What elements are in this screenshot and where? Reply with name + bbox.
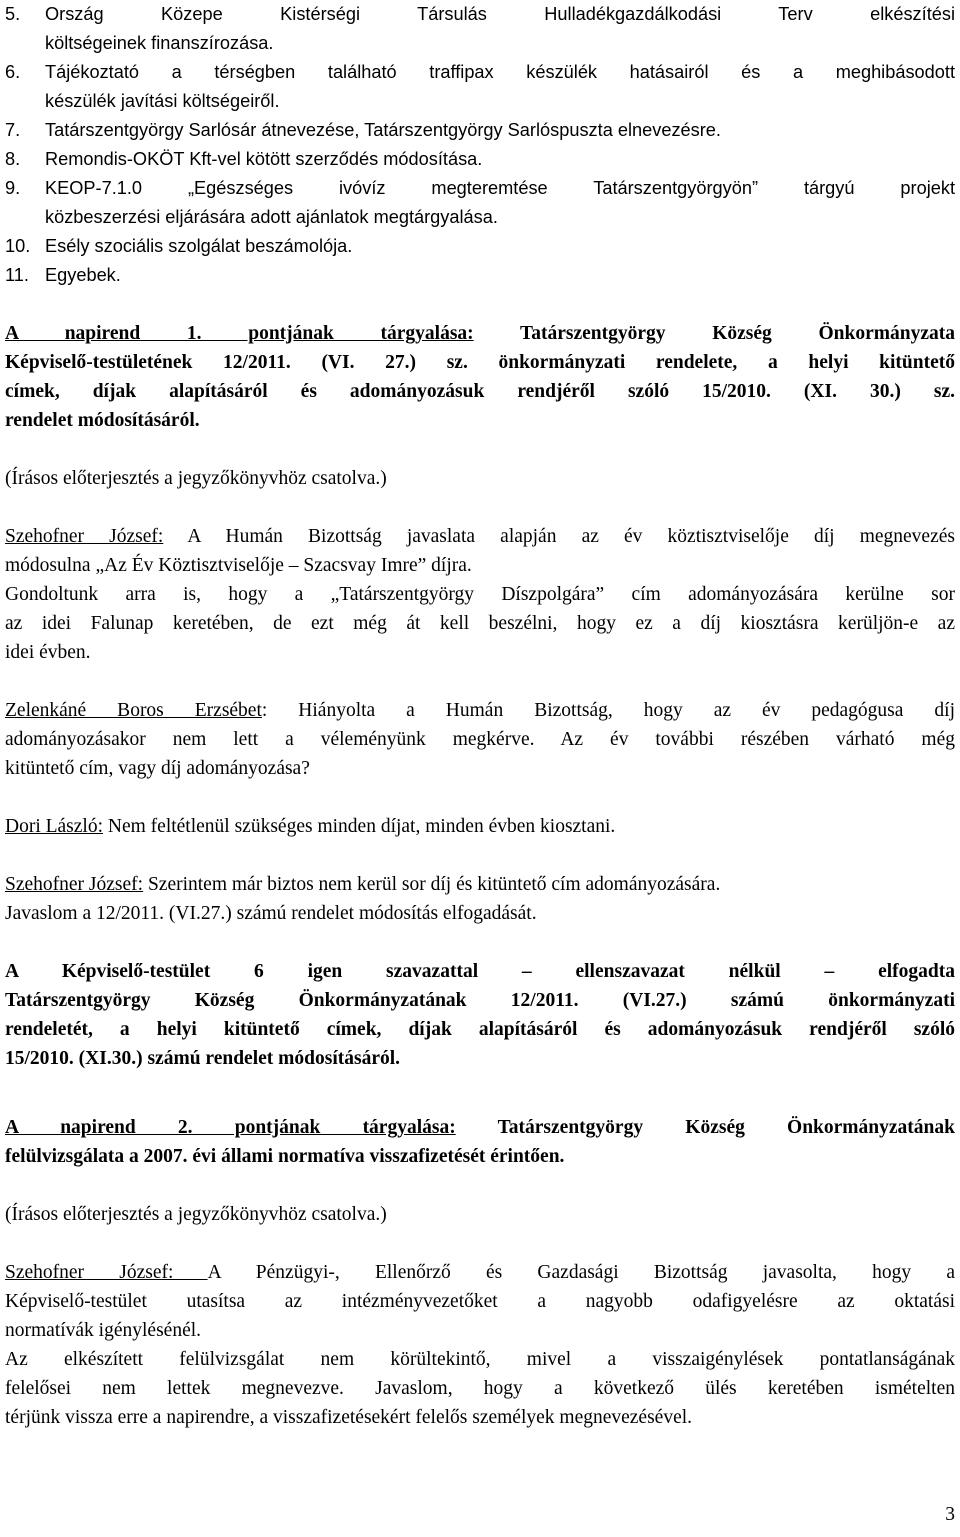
agenda-item-6 bbox=[5, 58, 955, 116]
agenda-text: költségeinek finanszírozása. bbox=[45, 33, 274, 53]
agenda-text: KEOP-7.1.0 „Egészséges ivóvíz megteremtése Tatárszentgyörgyön” tárgyú projekt bbox=[45, 178, 955, 198]
agenda-item-5 bbox=[5, 0, 955, 58]
speaker-name: Szehofner József: bbox=[5, 874, 144, 895]
item2-heading: A napirend 2. pontjának tárgyalása: Tatárszentgyörgy Község Önkormányzatának felülvizsgálata a 2007. évi állami normatíva visszafizetését érintően. bbox=[5, 1117, 955, 1167]
agenda-number: 9. bbox=[5, 178, 21, 198]
decision-item1: A Képviselő-testület 6 igen szavazattal – ellenszavazat nélkül – elfogadta Tatárszentgyörgy Község Önkormányzatának 12/2011. (VI.27.) számú önkormányzati rendeletét, a helyi kitüntető címek, díjak alapításáról és adományozásuk rendjéről szóló 15/2010. (XI.30.) számú rendelet módosításáról. bbox=[5, 961, 955, 1069]
item2-heading-label: A napirend 2. pontjának tárgyalása: bbox=[5, 1117, 456, 1138]
speech-szehofner-1: Szehofner József: A Humán Bizottság javaslata alapján az év köztisztviselője díj megnevezés módosulna „Az Év Köztisztviselője – Szacsvay Imre” díjra. Gondoltunk arra is, hogy a „Tatárszentgyörgy Díszpolgára” cím adományozására kerülne sor az idei Falunap keretében, de ezt még át kell beszélni, hogy ez a díj kiosztásra kerüljön-e az idei évben. bbox=[5, 526, 955, 663]
speech-szehofner-2: Szehofner József: Szerintem már biztos nem kerül sor díj és kitüntető cím adományozására. Javaslom a 12/2011. (VI.27.) számú rendelet módosítás elfogadását. bbox=[5, 874, 721, 924]
agenda-item-10 bbox=[5, 232, 955, 261]
item1-heading: A napirend 1. pontjának tárgyalása: Tatárszentgyörgy Község Önkormányzata Képviselő-testületének 12/2011. (VI. 27.) sz. önkormányzati rendelete, a helyi kitüntető címek, díjak alapításáról és adományozásuk rendjéről szóló 15/2010. (XI. 30.) sz. rendelet módosításáról. bbox=[5, 323, 955, 431]
agenda-list bbox=[5, 0, 955, 290]
item1-heading-label: A napirend 1. pontjának tárgyalása: bbox=[5, 323, 474, 344]
attachment-note: (Írásos előterjesztés a jegyzőkönyvhöz csatolva.) bbox=[5, 468, 387, 489]
agenda-text: Ország Közepe Kistérségi Társulás Hulladékgazdálkodási Terv elkészítési bbox=[45, 4, 955, 24]
agenda-item-9 bbox=[5, 174, 955, 232]
speech-dori: Dori László: Nem feltétlenül szükséges minden díjat, minden évben kiosztani. bbox=[5, 816, 616, 837]
speaker-name: Dori László: bbox=[5, 816, 104, 837]
agenda-text: közbeszerzési eljárására adott ajánlatok megtárgyalása. bbox=[45, 207, 498, 227]
agenda-text: Remondis-OKÖT Kft-vel kötött szerződés módosítása. bbox=[45, 149, 483, 169]
speech-szehofner-3: Szehofner József: A Pénzügyi-, Ellenőrző és Gazdasági Bizottság javasolta, hogy a Képviselő-testület utasítsa az intézményvezetőket a nagyobb odafigyelésre az oktatási normatívák igénylésénél. Az elkészített felülvizsgálat nem körültekintő, mivel a visszaigénylések pontatlanságának felelősei nem lettek megnevezve. Javaslom, hogy a következő ülés keretében ismételten térjünk vissza erre a napirendre, a visszafizetésekért felelős személyek megnevezésével. bbox=[5, 1262, 955, 1428]
document-page bbox=[5, 0, 955, 1432]
speaker-name: Szehofner József: bbox=[5, 526, 164, 547]
agenda-number: 6. bbox=[5, 62, 21, 82]
agenda-text: Tájékoztató a térségben található traffipax készülék hatásairól és a meghibásodott bbox=[45, 62, 955, 82]
page-number: 3 bbox=[945, 1504, 955, 1525]
agenda-text: készülék javítási költségeiről. bbox=[45, 91, 280, 111]
agenda-item-11 bbox=[5, 261, 955, 290]
agenda-text: Esély szociális szolgálat beszámolója. bbox=[45, 236, 353, 256]
speech-zelenkane: Zelenkáné Boros Erzsébet: Hiányolta a Humán Bizottság, hogy az év pedagógusa díj adományozásakor nem lett a véleményünk megkérve. Az év további részében várható még kitüntető cím, vagy díj adományozása? bbox=[5, 700, 955, 779]
agenda-item-8 bbox=[5, 145, 955, 174]
agenda-number: 11. bbox=[5, 265, 29, 285]
agenda-number: 7. bbox=[5, 120, 21, 140]
agenda-text: Egyebek. bbox=[45, 265, 121, 285]
attachment-note: (Írásos előterjesztés a jegyzőkönyvhöz csatolva.) bbox=[5, 1204, 387, 1225]
agenda-item-7 bbox=[5, 116, 955, 145]
speaker-name: Szehofner József: bbox=[5, 1262, 208, 1283]
agenda-number: 5. bbox=[5, 4, 21, 24]
agenda-number: 8. bbox=[5, 149, 21, 169]
speaker-name: Zelenkáné Boros Erzsébet bbox=[5, 700, 262, 721]
agenda-text: Tatárszentgyörgy Sarlósár átnevezése, Tatárszentgyörgy Sarlóspuszta elnevezésre. bbox=[45, 120, 721, 140]
agenda-number: 10. bbox=[5, 236, 31, 256]
